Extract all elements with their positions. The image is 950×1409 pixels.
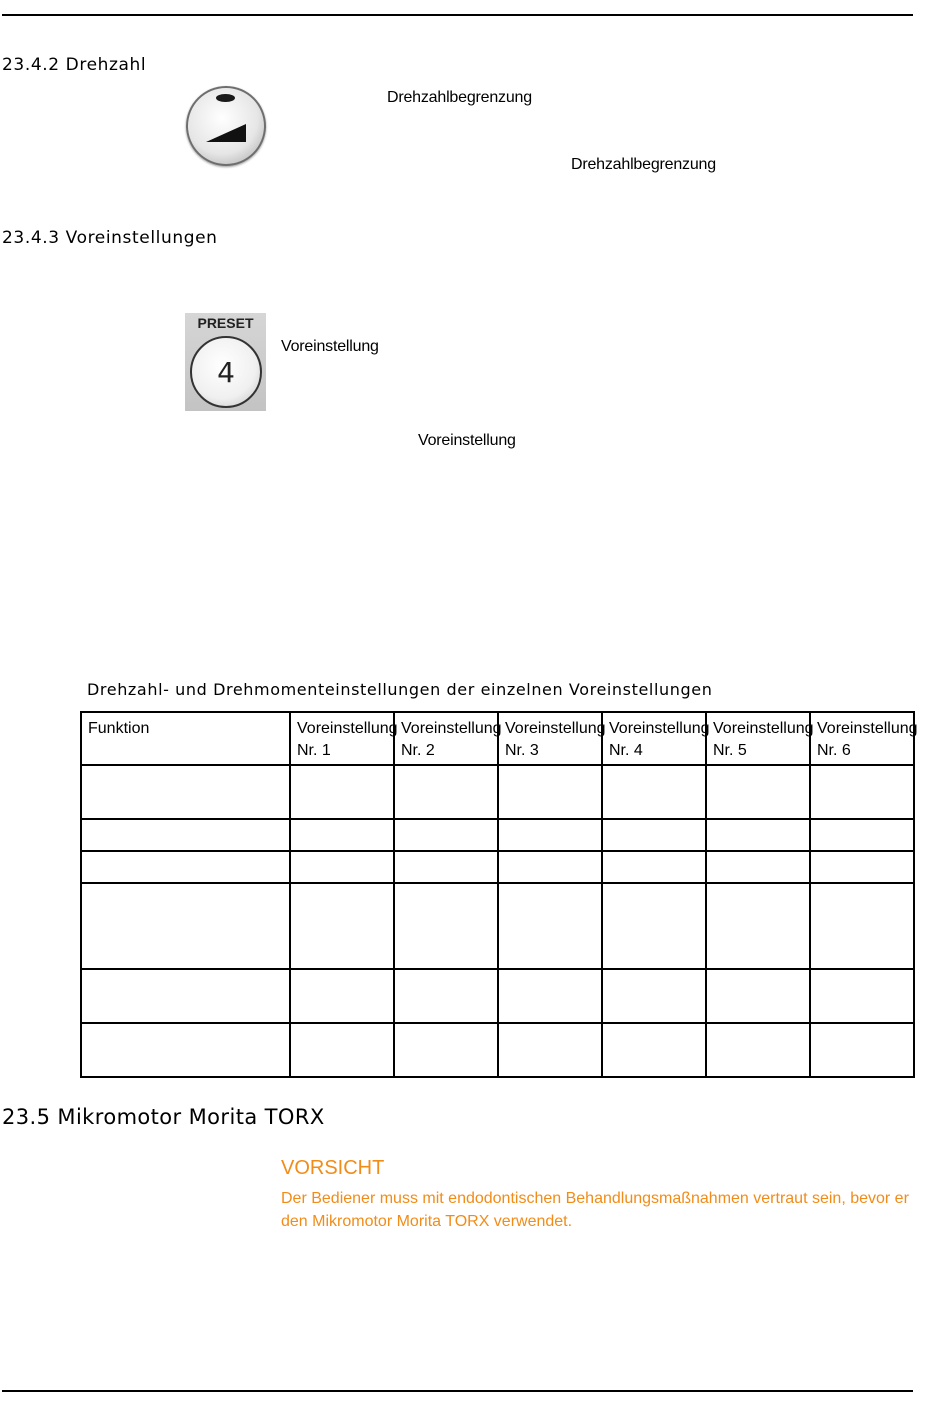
speed-limit-label-2: Drehzahlbegrenzung bbox=[571, 156, 716, 173]
table-cell bbox=[706, 851, 810, 883]
table-cell bbox=[810, 1023, 914, 1077]
table-cell bbox=[394, 883, 498, 969]
table-header-cell: Voreinstellung Nr. 3 bbox=[498, 712, 602, 765]
table-cell bbox=[394, 851, 498, 883]
table-row bbox=[81, 883, 914, 969]
caution-title: VORSICHT bbox=[281, 1157, 385, 1179]
table-cell bbox=[394, 969, 498, 1023]
table-cell bbox=[290, 969, 394, 1023]
table-cell bbox=[810, 765, 914, 819]
table-cell bbox=[290, 883, 394, 969]
table-cell bbox=[81, 765, 290, 819]
table-cell bbox=[394, 819, 498, 851]
table-cell bbox=[706, 1023, 810, 1077]
table-header-cell: Voreinstellung Nr. 1 bbox=[290, 712, 394, 765]
table-header-row bbox=[81, 712, 914, 765]
bottom-rule bbox=[2, 1390, 913, 1392]
speed-limit-button-icon bbox=[186, 86, 266, 166]
table-cell bbox=[498, 969, 602, 1023]
table-cell bbox=[290, 1023, 394, 1077]
table-cell bbox=[81, 883, 290, 969]
table-header-cell: Voreinstellung Nr. 2 bbox=[394, 712, 498, 765]
preset-number: 4 bbox=[190, 336, 262, 408]
table-cell bbox=[810, 819, 914, 851]
table-header-cell: Voreinstellung Nr. 4 bbox=[602, 712, 706, 765]
table-cell bbox=[498, 1023, 602, 1077]
table-cell bbox=[394, 765, 498, 819]
table-cell bbox=[81, 969, 290, 1023]
table-cell bbox=[602, 819, 706, 851]
preset-button-icon bbox=[185, 313, 266, 411]
table-cell bbox=[602, 765, 706, 819]
preset-label: Voreinstellung bbox=[281, 338, 379, 355]
table-cell bbox=[810, 883, 914, 969]
table-row bbox=[81, 819, 914, 851]
table-cell bbox=[81, 1023, 290, 1077]
preset-button-text: PRESET bbox=[197, 315, 254, 331]
table-cell bbox=[706, 819, 810, 851]
table-cell bbox=[498, 819, 602, 851]
table-cell bbox=[810, 969, 914, 1023]
table-cell bbox=[602, 969, 706, 1023]
preset-label-2: Voreinstellung bbox=[418, 432, 516, 449]
table-cell bbox=[706, 883, 810, 969]
section-heading-voreinstellungen: 23.4.3 Voreinstellungen bbox=[2, 228, 218, 248]
table-cell bbox=[498, 851, 602, 883]
table-cell bbox=[290, 851, 394, 883]
table-row bbox=[81, 1023, 914, 1077]
table-row bbox=[81, 765, 914, 819]
section-heading-drehzahl: 23.4.2 Drehzahl bbox=[2, 55, 147, 75]
table-cell bbox=[706, 765, 810, 819]
table-cell bbox=[81, 851, 290, 883]
table-cell bbox=[290, 765, 394, 819]
table-header-cell: Voreinstellung Nr. 6 bbox=[810, 712, 914, 765]
table-cell bbox=[602, 1023, 706, 1077]
table-cell bbox=[81, 819, 290, 851]
preset-settings-table bbox=[80, 711, 918, 1078]
table-cell bbox=[290, 819, 394, 851]
section-heading-torx: 23.5 Mikromotor Morita TORX bbox=[2, 1105, 325, 1129]
table-cell bbox=[810, 851, 914, 883]
table-row bbox=[81, 969, 914, 1023]
table-cell bbox=[602, 883, 706, 969]
table-header-cell: Voreinstellung Nr. 5 bbox=[706, 712, 810, 765]
table-header-cell: Funktion bbox=[81, 712, 290, 765]
caution-text: Der Bediener muss mit endodontischen Behandlungsmaßnahmen vertraut sein, bevor er den Mikromotor Morita TORX verwendet. bbox=[281, 1190, 909, 1230]
table-cell bbox=[706, 969, 810, 1023]
table-caption: Drehzahl- und Drehmomenteinstellungen der einzelnen Voreinstellungen bbox=[87, 680, 713, 699]
table-cell bbox=[394, 1023, 498, 1077]
table-row bbox=[81, 851, 914, 883]
table-cell bbox=[498, 765, 602, 819]
top-rule bbox=[2, 14, 913, 16]
speed-limit-label: Drehzahlbegrenzung bbox=[387, 89, 532, 106]
table-cell bbox=[498, 883, 602, 969]
ramp-icon bbox=[186, 86, 266, 166]
table-cell bbox=[602, 851, 706, 883]
